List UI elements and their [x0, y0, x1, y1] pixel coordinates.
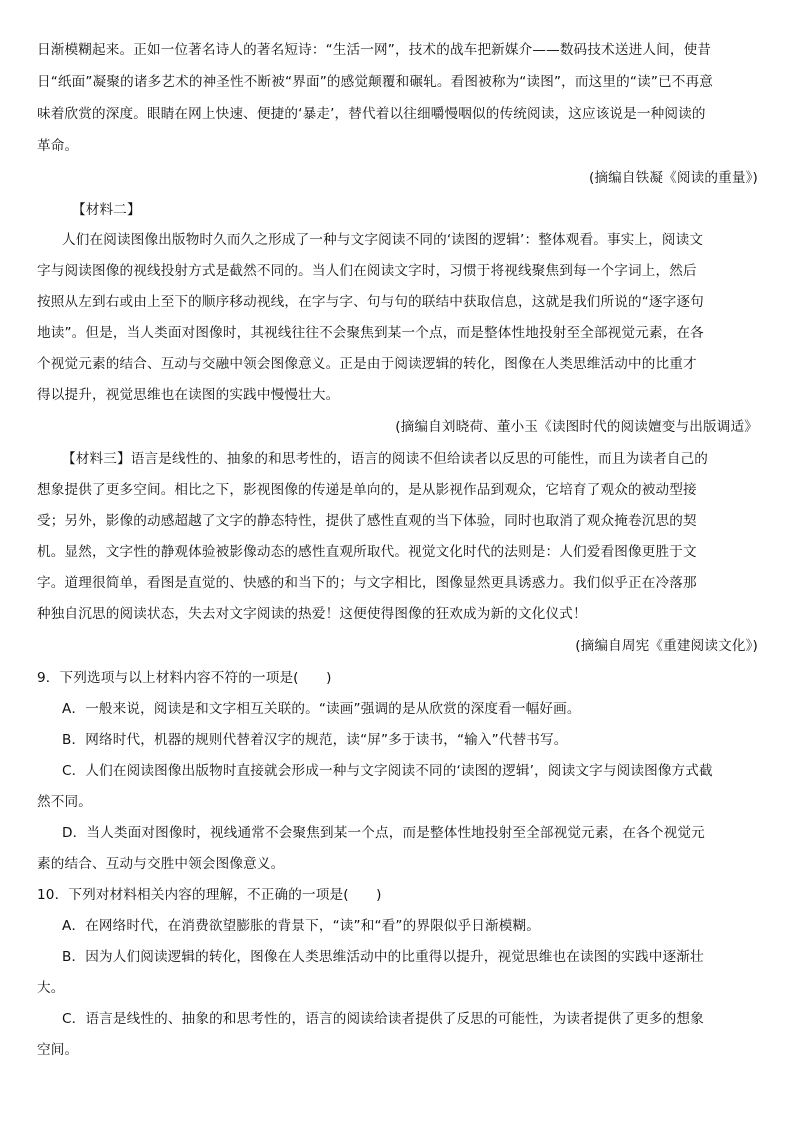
question-10-option-b-cont: 大。	[37, 980, 65, 996]
material2-line: 按照从左到右或由上至下的顺序移动视线，在字与字、句与句的联结中获取信息，这就是我们所说的“逐字逐句	[37, 294, 704, 310]
material3-line: 【材料三】语言是线性的、抽象的和思考性的，语言的阅读不但给读者以反思的可能性，而且为读者自己的	[62, 451, 708, 467]
material1-line: 味着欣赏的深度。眼睛在网上快速、便捷的‘暴走’，替代着以往细嚼慢咽似的传统阅读，这应该说是一种阅读的	[37, 106, 706, 122]
material1-line: 革命。	[37, 138, 79, 154]
material2-line: 人们在阅读图像出版物时久而久之形成了一种与文字阅读不同的‘读图的逻辑’：整体观看。事实上，阅读文	[62, 232, 704, 248]
question-9-option-a: A．一般来说，阅读是和文字相互关联的。“读画”强调的是从欣赏的深度看一幅好画。	[62, 701, 581, 717]
material1-line: 日“纸面”凝聚的诸多艺术的神圣性不断被“界面”的感觉颠覆和碾轧。看图被称为“读图”，而这里的“读”已不再意	[37, 74, 714, 90]
material3-line: 机。显然，文字性的静观体验被影像动态的感性直观所取代。视觉文化时代的法则是：人们爱看图像更胜于文	[37, 544, 697, 560]
question-10-stem: 10．下列对材料相关内容的理解，不正确的一项是( )	[37, 887, 382, 903]
source-citation-1: (摘编自铁凝《阅读的重量》)	[588, 170, 758, 186]
question-9-option-b: B．网络时代，机器的规则代替着汉字的规范，读“屏”多于读书，“输入”代替书写。	[62, 732, 568, 748]
material2-line: 个视觉元素的结合、互动与交融中领会图像意义。正是由于阅读逻辑的转化，图像在人类思维活动中的比重才	[37, 356, 697, 372]
material2-heading: 【材料二】	[72, 202, 141, 218]
material2-line: 地读”。但是，当人类面对图像时，其视线往往不会聚焦到某一个点，而是整体性地投射至全部视觉元素，在各	[37, 325, 704, 341]
question-9-option-d-cont: 素的结合、互动与交胜中领会图像意义。	[37, 856, 285, 872]
question-9-option-c-cont: 然不同。	[37, 794, 92, 810]
question-9-option-c: C．人们在阅读图像出版物时直接就会形成一种与文字阅读不同的‘读图的逻辑’，阅读文字与阅读图像方式截	[62, 763, 713, 779]
question-9-stem: 9．下列选项与以上材料内容不符的一项是( )	[37, 670, 332, 686]
question-10-option-c-cont: 空间。	[37, 1042, 79, 1058]
material3-line: 受；另外，影像的动感超越了文字的静态特性，提供了感性直观的当下体验，同时也取消了观众掩卷沉思的契	[37, 513, 697, 529]
question-10-option-b: B．因为人们阅读逻辑的转化，图像在人类思维活动中的比重得以提升，视觉思维也在读图的实践中逐渐壮	[62, 949, 704, 965]
question-10-option-a: A．在网络时代，在消费欲望膨胀的背景下，“读”和“看”的界限似乎日渐模糊。	[62, 918, 541, 934]
material1-line: 日渐模糊起来。正如一位著名诗人的著名短诗：“生活一网”，技术的战车把新媒介——数码技术送进人间，使昔	[37, 42, 712, 58]
material3-line: 想象提供了更多空间。相比之下，影视图像的传递是单向的，是从影视作品到观众，它培育了观众的被动型接	[37, 482, 697, 498]
material3-line: 字。道理很简单，看图是直觉的、快感的和当下的；与文字相比，图像显然更具诱惑力。我们似乎正在冷落那	[37, 575, 697, 591]
question-10-option-c: C．语言是线性的、抽象的和思考性的，语言的阅读给读者提供了反思的可能性，为读者提供了更多的想象	[62, 1011, 704, 1027]
source-citation-2: (摘编自刘晓荷、董小玉《读图时代的阅读嬗变与出版调适》	[395, 419, 758, 435]
material3-line: 种独自沉思的阅读状态，失去对文字阅读的热爱！这便使得图像的狂欢成为新的文化仪式！	[37, 606, 587, 622]
material2-line: 字与阅读图像的视线投射方式是截然不同的。当人们在阅读文字时，习惯于将视线聚焦到每一个字词上，然后	[37, 263, 697, 279]
question-9-option-d: D．当人类面对图像时，视线通常不会聚焦到某一个点，而是整体性地投射至全部视觉元素，在各个视觉元	[62, 825, 705, 841]
source-citation-3: (摘编自周宪《重建阅读文化》)	[575, 638, 758, 654]
material2-line: 得以提升，视觉思维也在读图的实践中慢慢壮大。	[37, 387, 340, 403]
